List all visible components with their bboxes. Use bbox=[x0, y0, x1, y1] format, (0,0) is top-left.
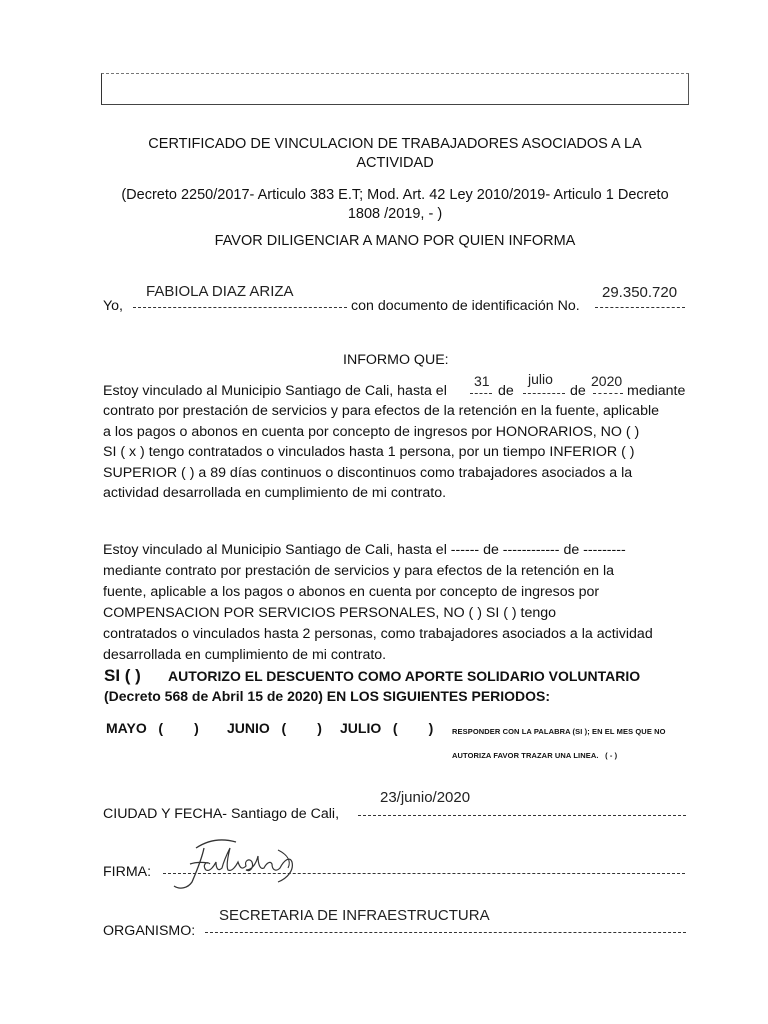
id-number-handwritten: 29.350.720 bbox=[602, 284, 678, 301]
para1-day: 31 bbox=[474, 373, 490, 389]
yo-name-handwritten: FABIOLA DIAZ ARIZA bbox=[146, 283, 294, 300]
para1-line4: SI ( x ) tengo contratados o vinculados hasta 1 persona, por un tiempo INFERIOR ( ) bbox=[103, 444, 635, 460]
responder-note: RESPONDER CON LA PALABRA (SI ); EN EL MES QUE NO bbox=[452, 727, 666, 736]
yo-name-line bbox=[133, 307, 347, 308]
para2-line1: Estoy vinculado al Municipio Santiago de Cali, hasta el ------ de ------------ de --------- bbox=[103, 542, 626, 558]
para2-line4: COMPENSACION POR SERVICIOS PERSONALES, NO ( ) SI ( ) tengo bbox=[103, 605, 557, 621]
certificate-title bbox=[100, 135, 690, 173]
title-line-1: CERTIFICADO DE VINCULACION DE TRABAJADORES ASOCIADOS A LA bbox=[148, 136, 642, 152]
autorizo-line2: (Decreto 568 de Abril 15 de 2020) EN LOS SIGUIENTES PERIODOS: bbox=[104, 688, 551, 704]
para1-line1-prefix: Estoy vinculado al Municipio Santiago de Cali, hasta el bbox=[103, 383, 447, 399]
handwritten-signature bbox=[160, 830, 300, 900]
autorizo-line1: AUTORIZO EL DESCUENTO COMO APORTE SOLIDARIO VOLUNTARIO bbox=[168, 668, 641, 684]
para2-line6: desarrollada en cumplimiento de mi contrato. bbox=[103, 647, 387, 663]
organismo-label: ORGANISMO: bbox=[103, 923, 196, 939]
instruction-text: FAVOR DILIGENCIAR A MANO POR QUIEN INFORMA bbox=[214, 233, 576, 249]
para2-line5: contratados o vinculados hasta 2 personas, como trabajadores asociados a la actividad bbox=[103, 626, 653, 642]
junio-option[interactable]: JUNIO ( ) bbox=[227, 720, 322, 736]
decree-line-2: 1808 /2019, - ) bbox=[347, 206, 443, 222]
para1-month: julio bbox=[528, 371, 553, 387]
id-number-line bbox=[595, 307, 685, 308]
para1-month-line bbox=[523, 393, 565, 394]
organismo-line bbox=[205, 932, 686, 933]
para1-year-line bbox=[593, 393, 623, 394]
decree-reference bbox=[90, 186, 700, 224]
firma-label: FIRMA: bbox=[103, 864, 152, 880]
para2-body bbox=[103, 540, 693, 666]
decree-line-1: (Decreto 2250/2017- Articulo 383 E.T; Mod. Art. 42 Ley 2010/2019- Articulo 1 Decreto bbox=[121, 187, 669, 203]
para1-day-line bbox=[470, 393, 492, 394]
para1-line3: a los pagos o abonos en cuenta por concepto de ingresos por HONORARIOS, NO ( ) bbox=[103, 423, 640, 440]
para1-year: 2020 bbox=[591, 373, 623, 389]
id-label: con documento de identificación No. bbox=[351, 298, 580, 314]
organismo-handwritten: SECRETARIA DE INFRAESTRUCTURA bbox=[219, 907, 490, 924]
para1-body bbox=[103, 401, 693, 504]
para1-line6: actividad desarrollada en cumplimiento de mi contrato. bbox=[103, 485, 447, 501]
header-box bbox=[101, 73, 689, 105]
julio-option[interactable]: JULIO ( ) bbox=[340, 720, 434, 736]
ciudad-date-line bbox=[358, 815, 686, 816]
para1-line1-suffix: mediante bbox=[627, 383, 686, 399]
para1-de2: de bbox=[570, 383, 586, 399]
para2-line3: fuente, aplicable a los pagos o abonos en cuenta por concepto de ingresos por bbox=[103, 584, 600, 600]
para2-line2: mediante contrato por prestación de servicios y para efectos de la retención en la bbox=[103, 563, 615, 579]
ciudad-date-handwritten: 23/junio/2020 bbox=[380, 789, 471, 806]
autorizo-si-checkbox[interactable]: SI ( ) bbox=[104, 666, 141, 685]
yo-label: Yo, bbox=[103, 298, 123, 314]
ciudad-label: CIUDAD Y FECHA- Santiago de Cali, bbox=[103, 806, 340, 822]
para1-line5: SUPERIOR ( ) a 89 días continuos o discontinuos como trabajadores asociados a la bbox=[103, 464, 633, 481]
para1-de1: de bbox=[498, 383, 514, 399]
para1-line2: contrato por prestación de servicios y para efectos de la retención en la fuente, aplicable bbox=[103, 403, 660, 419]
mayo-option[interactable]: MAYO ( ) bbox=[106, 720, 199, 736]
title-line-2: ACTIVIDAD bbox=[356, 155, 434, 171]
autoriza-note: AUTORIZA FAVOR TRAZAR UNA LINEA. ( - ) bbox=[452, 751, 618, 760]
informo-heading: INFORMO QUE: bbox=[343, 352, 449, 368]
